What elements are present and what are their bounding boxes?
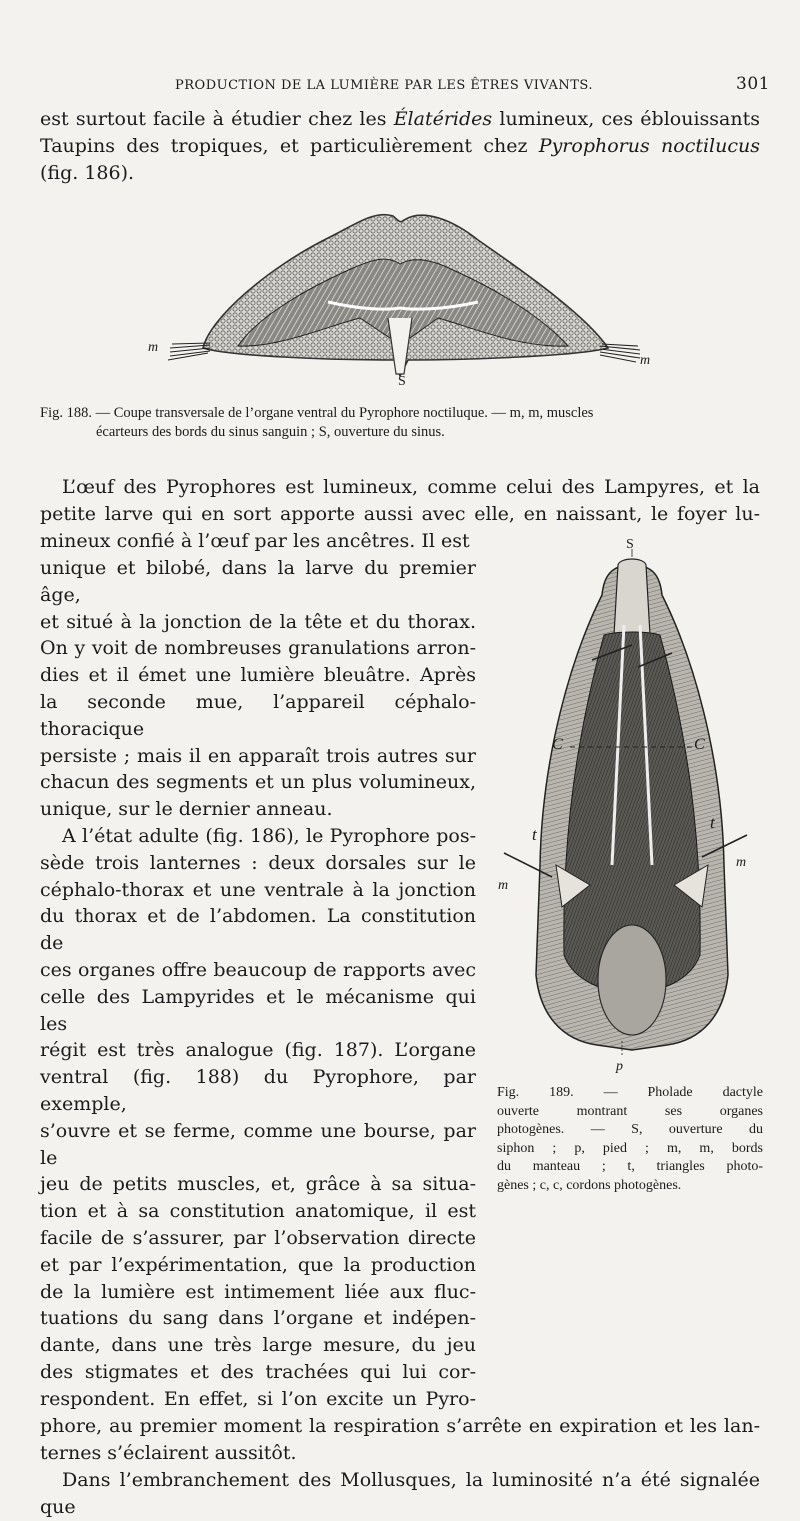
label-s-siphon: S bbox=[626, 537, 634, 552]
egg-line-2: petite larve qui en sort apporte aussi avec elle, en naissant, le foyer lu- bbox=[40, 502, 760, 525]
column-line: dies et il émet une lumière bleuâtre. Après bbox=[40, 664, 476, 687]
intro-paragraph bbox=[40, 106, 760, 186]
label-m-left: m bbox=[498, 878, 509, 893]
column-line: régit est très analogue (fig. 187). L’organe bbox=[40, 1039, 476, 1062]
column-line: sède trois lanternes : deux dorsales sur le bbox=[40, 851, 476, 874]
column-line: la seconde mue, l’appareil céphalo-thoracique bbox=[40, 690, 476, 740]
column-line: ces organes offre beaucoup de rapports avec bbox=[40, 958, 476, 981]
figure-188-illustration bbox=[148, 198, 652, 393]
column-line: ventral (fig. 188) du Pyrophore, par exemple, bbox=[40, 1066, 476, 1115]
narrow-text-column bbox=[40, 555, 476, 1413]
caption-189-line: siphon ; p, pied ; m, m, bords bbox=[497, 1140, 763, 1156]
label-c-left: C bbox=[552, 736, 563, 753]
mollusc-paragraph bbox=[40, 1467, 760, 1521]
mollusc-line-1: Dans l’embranchement des Mollusques, la luminosité n’a été signalée que bbox=[40, 1469, 760, 1518]
elaterides-term: Élatérides bbox=[393, 108, 493, 130]
caption-189-line: photogènes. — S, ouverture du bbox=[497, 1122, 763, 1137]
column-line: unique et bilobé, dans la larve du premier âge, bbox=[40, 557, 476, 606]
column-line: unique, sur le dernier anneau. bbox=[40, 798, 333, 821]
column-line: céphalo-thorax et une ventrale à la jonction bbox=[40, 878, 476, 901]
column-line: tion et à sa constitution anatomique, il est bbox=[40, 1200, 476, 1223]
column-line: On y voit de nombreuses granulations arron- bbox=[40, 637, 476, 660]
label-m-right: m bbox=[640, 353, 651, 368]
caption-189-line: gènes ; c, c, cordons photogènes. bbox=[497, 1177, 682, 1193]
column-line: jeu de petits muscles, et, grâce à sa situa- bbox=[40, 1173, 476, 1196]
column-line: et par l’expérimentation, que la production bbox=[40, 1253, 476, 1276]
column-line: et situé à la jonction de la tête et du thorax. bbox=[40, 610, 476, 633]
label-c-right: C bbox=[694, 736, 705, 753]
figure-189-illustration bbox=[492, 535, 762, 1080]
figure-189-caption bbox=[497, 1084, 763, 1195]
egg-line-3: mineux confié à l’œuf par les ancêtres. Il est bbox=[40, 529, 470, 552]
ending-line-2: ternes s’éclairent aussitôt. bbox=[40, 1441, 297, 1464]
caption-189-line: ouverte montrant ses organes bbox=[497, 1103, 763, 1119]
column-line: facile de s’assurer, par l’observation directe bbox=[40, 1226, 476, 1249]
organ-cross-section-drawing bbox=[148, 198, 652, 393]
caption-188-line-1: Fig. 188. — Coupe transversale de l’organe ventral du Pyrophore noctiluque. — m, m, muscles bbox=[40, 405, 594, 421]
label-m-left: m bbox=[148, 340, 159, 355]
ending-line-1: phore, au premier moment la respiration s’arrête en expiration et les lan- bbox=[40, 1415, 760, 1437]
column-line: persiste ; mais il en apparaît trois autres sur bbox=[40, 744, 476, 767]
column-line: des stigmates et des trachées qui lui cor- bbox=[40, 1360, 476, 1383]
caption-188-line-2: écarteurs des bords du sinus sanguin ; S, ouverture du sinus. bbox=[96, 424, 445, 440]
column-line: celle des Lampyrides et le mécanisme qui les bbox=[40, 985, 476, 1035]
column-line: chacun des segments et un plus volumineux, bbox=[40, 771, 476, 794]
pholade-drawing bbox=[492, 535, 762, 1080]
caption-189-line: du manteau ; t, triangles photo- bbox=[497, 1159, 763, 1174]
label-s-sinus: S bbox=[398, 374, 406, 389]
running-title: PRODUCTION DE LA LUMIÈRE PAR LES ÊTRES VIVANTS. bbox=[175, 78, 593, 93]
label-m-right: m bbox=[736, 855, 747, 870]
column-line: de la lumière est intimement liée aux fluc- bbox=[40, 1280, 476, 1303]
figure-188-caption bbox=[40, 404, 760, 442]
column-line: A l’état adulte (fig. 186), le Pyrophore pos- bbox=[62, 824, 476, 847]
intro-line-3: (fig. 186). bbox=[40, 161, 135, 184]
label-t-left: t bbox=[532, 825, 537, 844]
ending-paragraph bbox=[40, 1413, 760, 1467]
egg-line-1: L’œuf des Pyrophores est lumineux, comme celui des Lampyres, et la bbox=[62, 476, 760, 498]
column-line: s’ouvre et se ferme, comme une bourse, par le bbox=[40, 1119, 476, 1169]
page-number: 301 bbox=[736, 74, 770, 94]
label-p-foot: p bbox=[616, 1059, 623, 1074]
column-line: dante, dans une très large mesure, du jeu bbox=[40, 1334, 476, 1357]
intro-line-1: est surtout facile à étudier chez les Élatérides lumineux, ces éblouissants bbox=[40, 108, 760, 130]
column-line: du thorax et de l’abdomen. La constitution de bbox=[40, 905, 476, 955]
label-t-right: t bbox=[710, 813, 715, 832]
pyrophorus-term: Pyrophorus noctilucus bbox=[538, 134, 760, 157]
page-header bbox=[40, 74, 770, 100]
caption-189-line: Fig. 189. — Pholade dactyle bbox=[497, 1085, 763, 1100]
intro-line-2: Taupins des tropiques, et particulièrement chez Pyrophorus noctilucus bbox=[40, 134, 760, 157]
column-line: tuations du sang dans l’organe et indépen- bbox=[40, 1307, 476, 1330]
column-line: respondent. En effet, si l’on excite un Pyro- bbox=[40, 1387, 476, 1410]
